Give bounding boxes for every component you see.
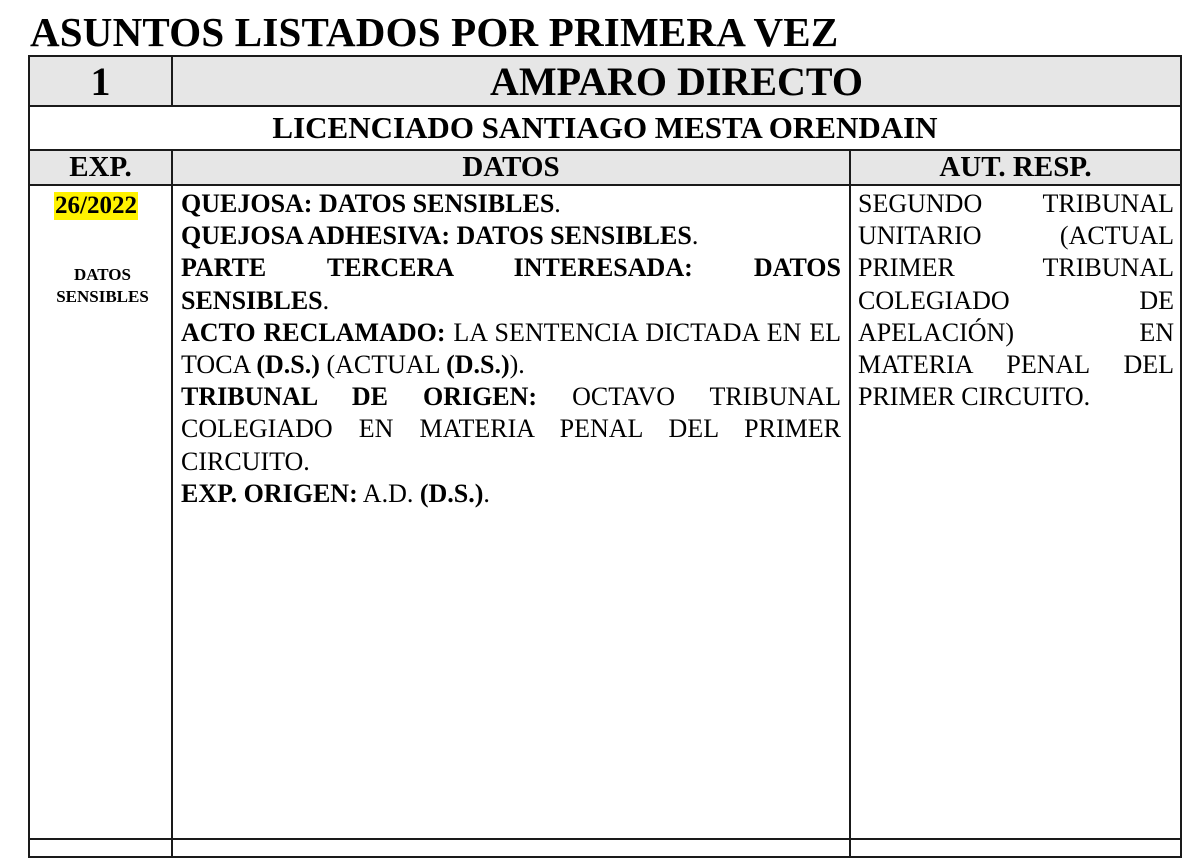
aut-resp-text xyxy=(858,188,1174,413)
aut-line: PRIMER TRIBUNAL xyxy=(858,253,1174,283)
acto-reclamado: ACTO RECLAMADO: LA SENTENCIA DICTADA EN EL TOCA (D.S.) (ACTUAL (D.S.)). xyxy=(181,317,841,380)
adhesiva-line: QUEJOSA ADHESIVA: DATOS SENSIBLES. xyxy=(181,221,699,251)
aut-line: PRIMER CIRCUITO. xyxy=(858,382,1091,412)
page-title: ASUNTOS LISTADOS POR PRIMERA VEZ xyxy=(30,9,839,55)
licenciado-name: LICENCIADO SANTIAGO MESTA ORENDAIN xyxy=(28,105,1182,151)
tercera-line: PARTE TERCERA INTERESADA: DATOS xyxy=(181,253,841,283)
aut-line: SEGUNDO TRIBUNAL xyxy=(858,189,1174,218)
exp-note-line: SENSIBLES xyxy=(56,287,149,306)
quejosa-line: QUEJOSA: DATOS SENSIBLES. xyxy=(181,189,561,218)
tercera-line-2: SENSIBLES. xyxy=(181,285,330,315)
exp-note xyxy=(40,264,165,308)
next-row-divider xyxy=(171,838,173,858)
aut-line: UNITARIO (ACTUAL xyxy=(858,221,1174,251)
next-row xyxy=(28,838,1182,858)
header-datos: DATOS xyxy=(171,149,851,186)
header-aut-resp: AUT. RESP. xyxy=(849,149,1182,186)
section-number: 1 xyxy=(28,55,173,107)
datos-text xyxy=(181,188,841,510)
aut-line: COLEGIADO DE xyxy=(858,285,1174,315)
exp-note-line: DATOS xyxy=(73,265,131,284)
section-type: AMPARO DIRECTO xyxy=(171,55,1182,107)
next-row-divider xyxy=(849,838,851,858)
tribunal-origen: TRIBUNAL DE ORIGEN: OCTAVO TRIBUNAL COLEGIADO EN MATERIA PENAL DEL PRIMER CIRCUITO. xyxy=(181,382,841,476)
exp-number: 26/2022 xyxy=(55,192,137,219)
exp-origen: EXP. ORIGEN: A.D. (D.S.). xyxy=(181,478,490,508)
aut-line: MATERIA PENAL DEL xyxy=(858,350,1174,380)
header-exp: EXP. xyxy=(28,149,173,186)
aut-line: APELACIÓN) EN xyxy=(858,317,1174,347)
